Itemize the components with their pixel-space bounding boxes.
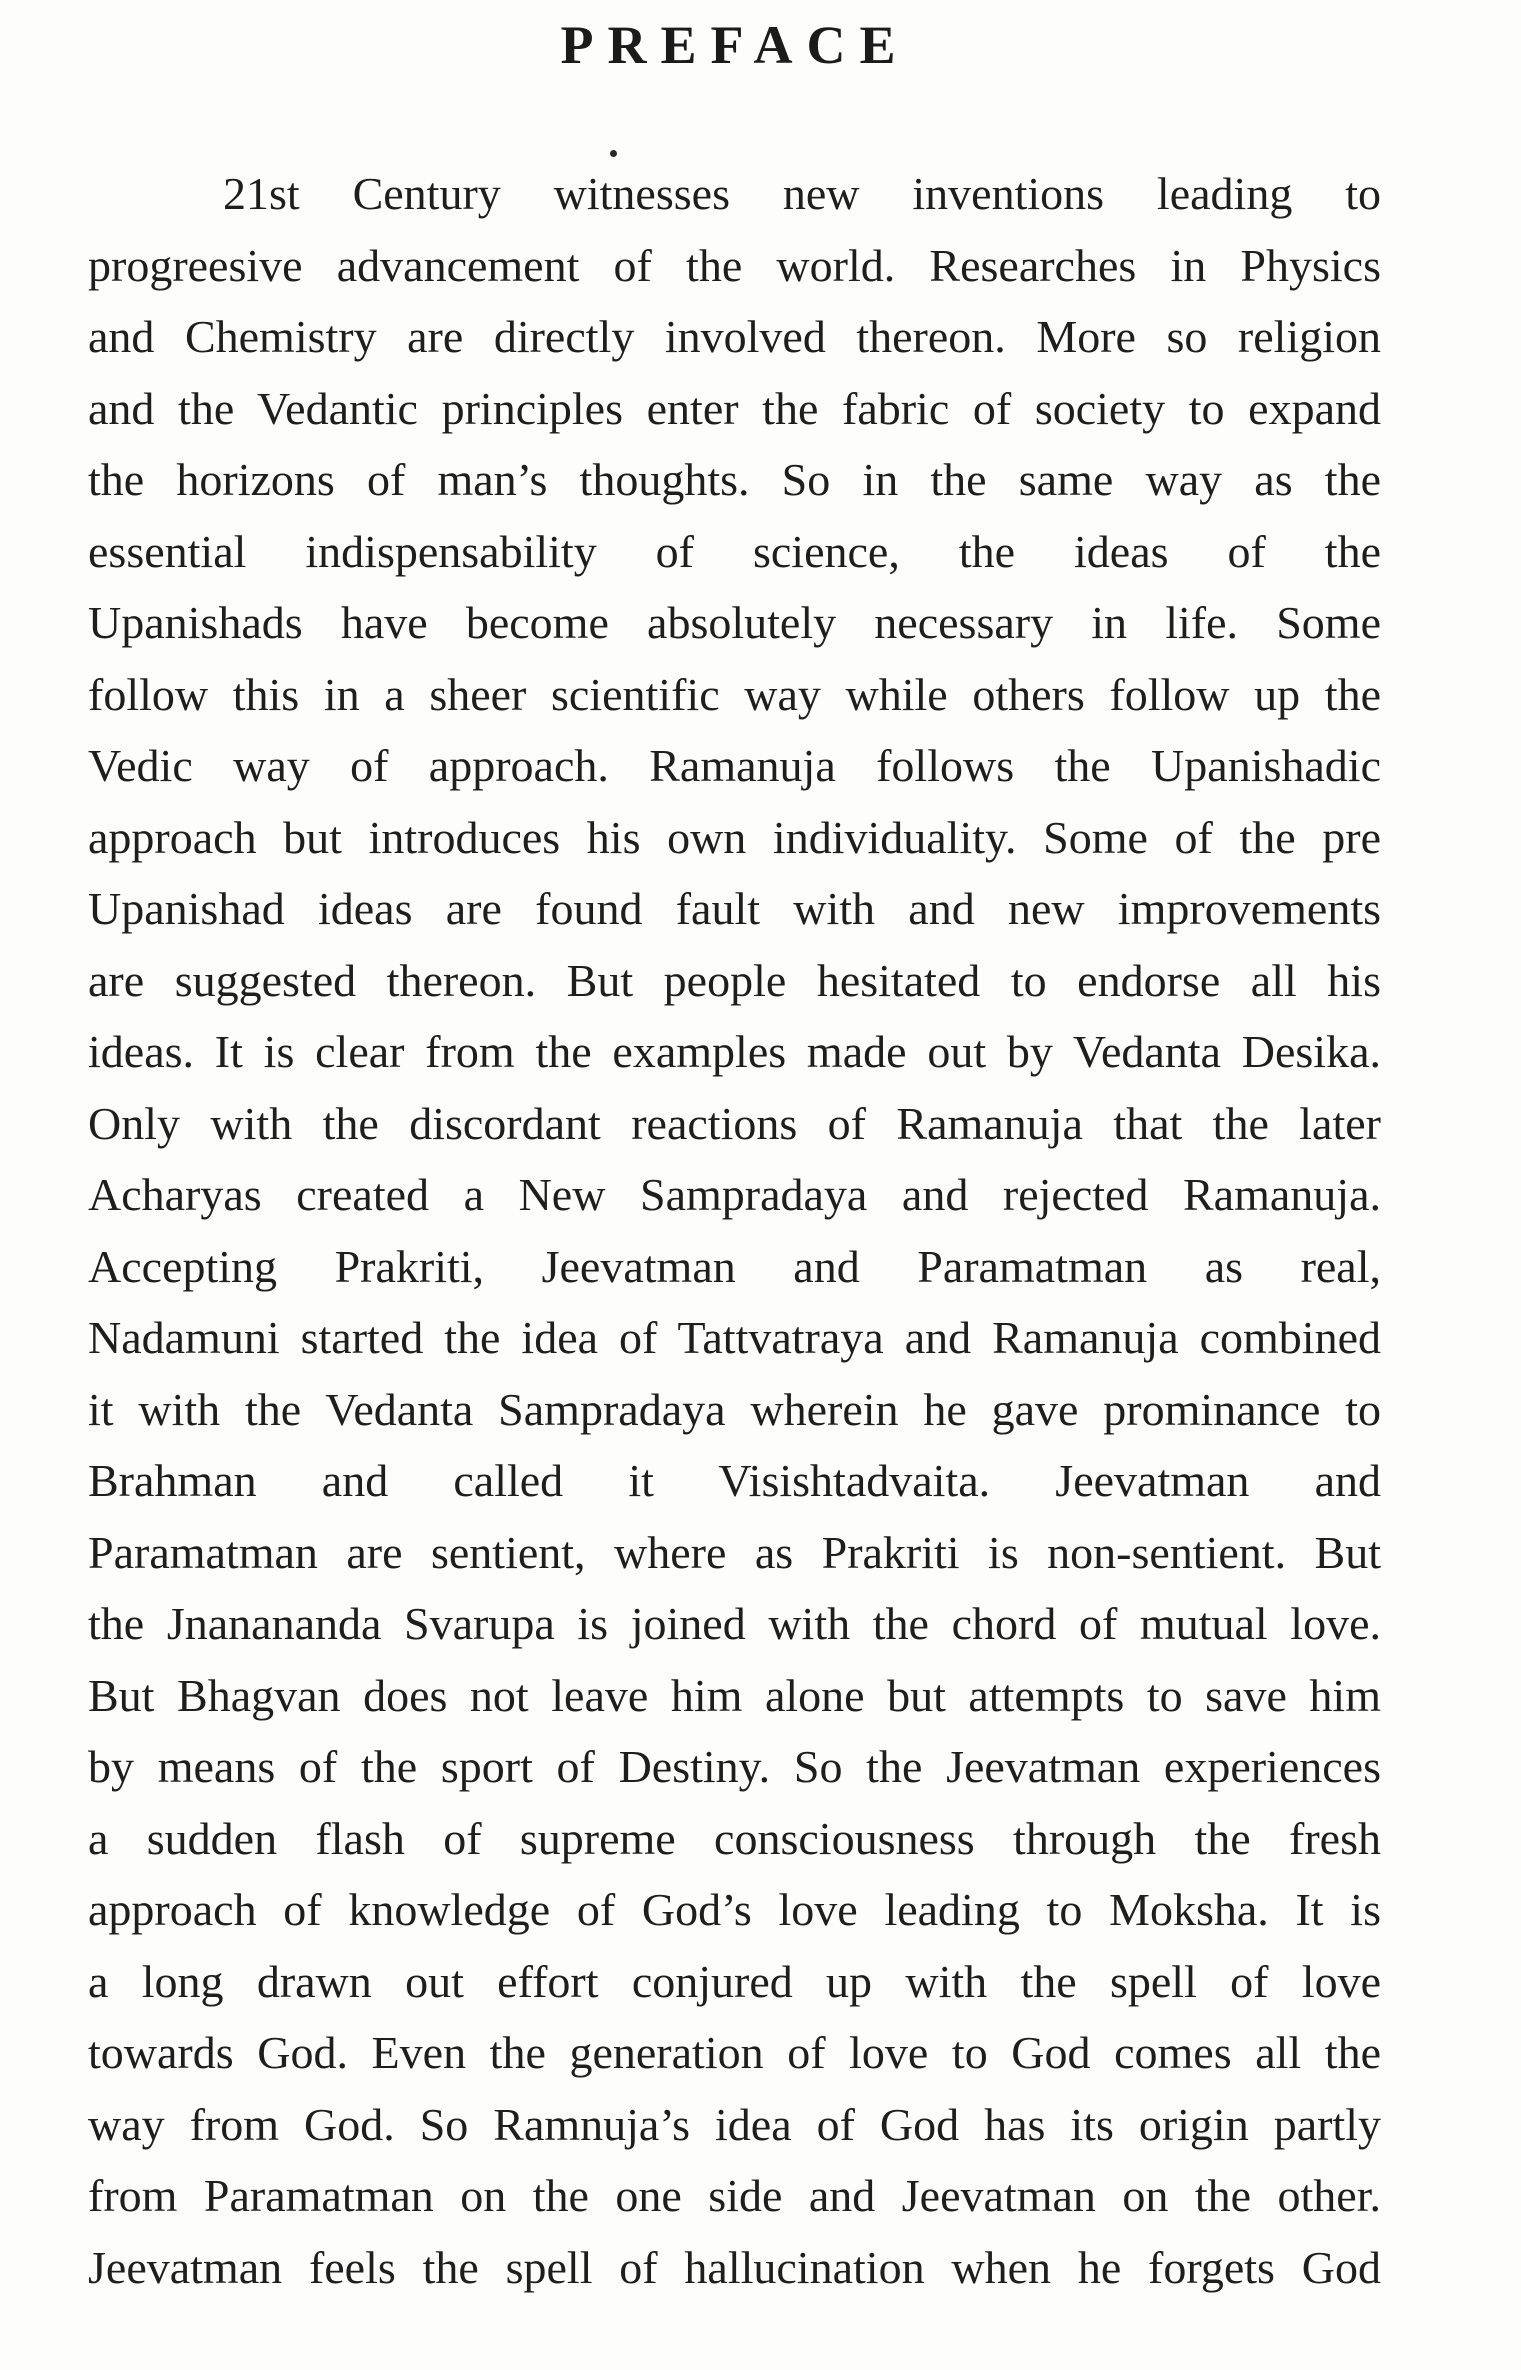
text-line: Upanishads have become absolutely necessary in life. Some — [88, 597, 1381, 648]
text-line: approach but introduces his own individuality. Some of the pre — [88, 811, 1381, 863]
text-line: it with the Vedanta Sampradaya wherein he gave prominance to — [88, 1383, 1381, 1435]
text-line: But Bhagvan does not leave him alone but attempts to save him — [88, 1669, 1381, 1721]
text-line: Paramatman are sentient, where as Prakriti is non-sentient. But — [88, 1526, 1381, 1578]
text-line: Nadamuni started the idea of Tattvatraya and Ramanuja combined — [88, 1312, 1381, 1363]
text-line: ideas. It is clear from the examples made out by Vedanta Desika. — [88, 1026, 1381, 1077]
text-line: Jeevatman feels the spell of hallucination when he forgets God — [88, 2241, 1381, 2293]
text-line: way from God. So Ramnuja’s idea of God has its origin partly — [88, 2098, 1381, 2150]
text-line: and Chemistry are directly involved thereon. More so religion — [88, 311, 1381, 362]
text-line: progreesive advancement of the world. Researches in Physics — [88, 239, 1381, 291]
text-line: by means of the sport of Destiny. So the Jeevatman experiences — [88, 1741, 1381, 1792]
text-line: essential indispensability of science, the ideas of the — [88, 525, 1381, 577]
text-line: Acharyas created a New Sampradaya and rejected Ramanuja. — [88, 1169, 1381, 1220]
text-line: approach of knowledge of God’s love leading to Moksha. It is — [88, 1884, 1381, 1935]
text-line: Upanishad ideas are found fault with and new improvements — [88, 883, 1381, 934]
ink-speck — [610, 150, 617, 157]
text-line: Accepting Prakriti, Jeevatman and Paramatman as real, — [88, 1240, 1381, 1292]
text-line: and the Vedantic principles enter the fabric of society to expand — [88, 382, 1381, 434]
text-line: the Jnanananda Svarupa is joined with the chord of mutual love. — [88, 1598, 1381, 1649]
page-title: PREFACE — [560, 15, 910, 75]
text-line: towards God. Even the generation of love to God comes all the — [88, 2027, 1381, 2078]
text-line: follow this in a sheer scientific way while others follow up the — [88, 668, 1381, 720]
text-line: 21st Century witnesses new inventions leading to — [223, 168, 1381, 219]
text-line: Only with the discordant reactions of Ramanuja that the later — [88, 1097, 1381, 1149]
text-line: Brahman and called it Visishtadvaita. Jeevatman and — [88, 1455, 1381, 1506]
text-line: are suggested thereon. But people hesitated to endorse all his — [88, 954, 1381, 1006]
text-line: the horizons of man’s thoughts. So in the same way as the — [88, 454, 1381, 505]
text-line: from Paramatman on the one side and Jeevatman on the other. — [88, 2170, 1381, 2221]
preface-paragraph — [88, 158, 1381, 2303]
text-line: a long drawn out effort conjured up with the spell of love — [88, 1955, 1381, 2007]
text-line: a sudden flash of supreme consciousness through the fresh — [88, 1812, 1381, 1864]
text-line: Vedic way of approach. Ramanuja follows the Upanishadic — [88, 740, 1381, 791]
